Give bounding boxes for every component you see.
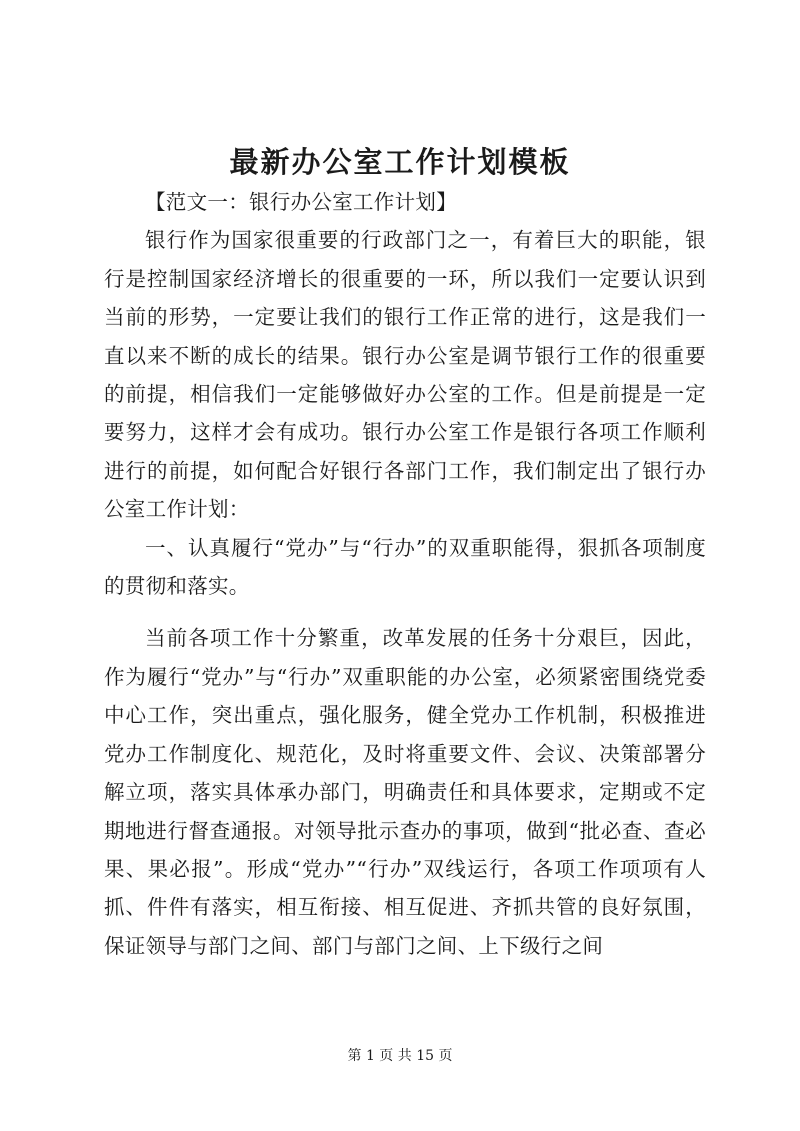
body-paragraph: 银行作为国家很重要的行政部门之一，有着巨大的职能，银行是控制国家经济增长的很重要的一环，所以我们一定要认识到当前的形势，一定要让我们的银行工作正常的进行，这是我们一直以来不断的成长的结果。银行办公室是调节银行工作的很重要的前提，相信我们一定能够做好办公室的工作。但是前提是一定要努力，这样才会有成功。银行办公室工作是银行各项工作顺利进行的前提，如何配合好银行各部门工作，我们制定出了银行办公室工作计划： <box>104 228 706 522</box>
body-paragraph: 当前各项工作十分繁重，改革发展的任务十分艰巨，因此，作为履行“党办”与“行办”双重职能的办公室，必须紧密围绕党委中心工作，突出重点，强化服务，健全党办工作机制，积极推进党办工作制度化、规范化，及时将重要文件、会议、决策部署分解立项，落实具体承办部门，明确责任和具体要求，定期或不定期地进行督查通报。对领导批示查办的事项，做到“批必查、查必果、果必报”。形成“党办”“行办”双线运行，各项工作项项有人抓、件件有落实，相互衔接、相互促进、齐抓共管的良好氛围，保证领导与部门之间、部门与部门之间、上下级行之间 <box>104 626 706 958</box>
document-body <box>104 183 706 965</box>
body-paragraph: 一、认真履行“党办”与“行办”的双重职能得，狠抓各项制度的贯彻和落实。 <box>104 535 706 599</box>
section-heading: 【范文一：银行办公室工作计划】 <box>145 190 457 214</box>
page-number-footer: 第 1 页 共 15 页 <box>347 1048 453 1064</box>
document-title: 最新办公室工作计划模板 <box>229 145 571 179</box>
